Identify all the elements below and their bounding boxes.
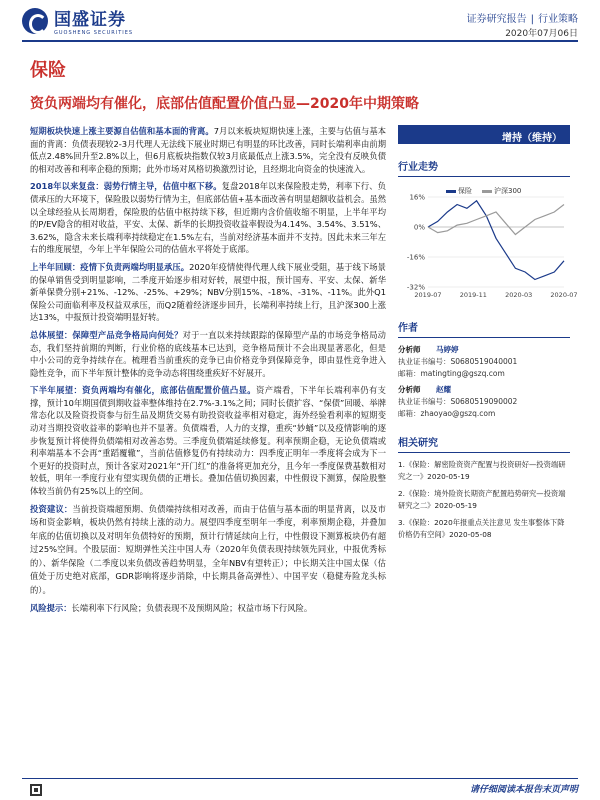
cert-number: S0680519040001 xyxy=(450,357,518,366)
footer-divider xyxy=(22,778,578,779)
authors-section-title: 作者 xyxy=(398,319,570,338)
summary-paragraph xyxy=(30,384,386,497)
x-tick-label: 2020-03 xyxy=(505,291,533,299)
report-header xyxy=(0,0,600,42)
paragraph-body: 7月以来板块短期快速上涨，主要与估值与基本面的背离：负债表现较2-3月代理人无法线下展业时期已有明显的环比改善，同时长端利率由前期低点2.48%回升至2.8%以上，但6月底板块指数仅较3月底最低点上涨3.5%，完全没有反映负债的相对改善和利率企稳的预期；此外市场对风格切换激烈讨论，且经期北向资金的快速流入。 xyxy=(30,126,387,174)
x-tick-label: 2019-11 xyxy=(459,291,487,299)
paragraph-lead: 下半年展望：资负两端均有催化，底部估值配置价值凸显。 xyxy=(30,385,256,396)
paragraph-lead: 上半年回顾：疫情下负责两端均明显承压。 xyxy=(30,261,190,272)
paragraph-body: 复盘2018年以来保险股走势，利率下行、负债承压的大环境下，保险股以弱势行情为主，但底部估值+基本面改善有明显超额收益机会。虽然以全球经验从长周期看，保险股的估值中枢持续下移，但近期内含价值收缩不明显，上半年平均的P/EV隐含的相对收益，平安、太保、新华的长期投资收益率假设为4.14%、3.54%、3.51%、3.62%，隐含未来长端利率持续稳定在1.5%左右，当前对经济基本面并不支持。因此未来三年左右的维度展望，今年上半年保险公司的估值水平将处于底部。 xyxy=(30,181,386,255)
cert-number: S0680519090002 xyxy=(450,397,518,406)
sector-label: 保险 xyxy=(30,60,66,81)
paragraph-body: 资产端看，下半年长端利率仍有支撑，预计10年期国债到期收益率整体维持在2.7%-3.1%之间；同时长债扩容、“保债”回暖、举牌常态化以及险资投资参与衍生品及期货交易有助投资收益率相对稳定，海外经验看利率的短期变动对当期投资收益率的影响也并不显著。负债端看，人力的支撑，重疾“妙蛹”以及疫情影响的逐步恢复预计将使得负债端相对改善态势。三季度负债端延续修复。利率预期企稳，无论负债端或利率端基本不会再“重蹈覆辙”，当前估值修复仍有持续动力：四季度正明年一季度将会成为下一个更好的投资时点，预计各家对2021年“开门红”的准备将更加充分，且今年一季度保费基数相对较低，明年一季度行业有望实现负债的正增长。叠加估值切换因素，中性假设下测算，保险股整体较当前仍有25%以上的空间。 xyxy=(30,385,386,497)
related-research-list xyxy=(398,459,570,540)
related-section-title: 相关研究 xyxy=(398,434,570,453)
paragraph-lead: 短期板块快速上涨主要源自估值和基本面的背离。 xyxy=(30,126,214,136)
y-tick-label: -16% xyxy=(406,253,425,262)
brand-name: 国盛证券 xyxy=(54,10,126,30)
legend-label: 保险 xyxy=(458,187,472,195)
cert-label: 执业证书编号： xyxy=(398,357,451,366)
paragraph-body: 长端利率下行风险；负债表现不及预期风险；权益市场下行风险。 xyxy=(71,603,313,614)
x-tick-label: 2019-07 xyxy=(414,291,442,299)
y-tick-label: -32% xyxy=(406,283,425,292)
paragraph-lead: 投资建议： xyxy=(30,503,73,514)
chart-legend xyxy=(446,186,521,196)
summary-paragraph xyxy=(30,602,386,616)
chart-section-title: 行业走势 xyxy=(398,158,570,177)
legend-item xyxy=(482,186,521,196)
summary-paragraph xyxy=(30,503,386,598)
analyst-block xyxy=(398,344,570,420)
analyst-role: 分析师 xyxy=(398,385,421,394)
related-research-item[interactable]: 1.《保险：解密险资资产配置与投资研好—投资端研究之一》2020-05-19 xyxy=(398,460,566,481)
legend-label: 沪深300 xyxy=(494,187,522,195)
legend-swatch xyxy=(482,190,492,193)
analyst-email-link[interactable]: zhaoyao@gszq.com xyxy=(420,409,496,418)
analyst-name: 马婷婷 xyxy=(436,345,459,354)
related-research-item[interactable]: 2.《保险：境外险资长期资产配置趋势研究—投资端研究之二》2020-05-19 xyxy=(398,489,566,510)
report-title: 资负两端均有催化，底部估值配置价值凸显—2020年中期策略 xyxy=(30,96,419,112)
analyst-email-link[interactable]: matingting@gszq.com xyxy=(420,369,505,378)
chart-svg xyxy=(398,183,578,305)
paragraph-lead: 2018年以来复盘：弱势行情主导，估值中枢下移。 xyxy=(30,181,222,192)
summary-paragraph xyxy=(30,329,386,379)
header-divider xyxy=(22,40,578,42)
paragraph-body: 当前投资端超预期、负债端持续相对改善，而由于估值与基本面的明显背离，以及市场和资金影响，板块仍然有持续上涨的动力。展望四季度至明年一季度，利率预期企稳，并叠加年底的估值切换以及对明年负债特好的预期，预计行情延续向上行，中性假设下测算板块仍有超过25%空间。个股层面：短期弹性关注中国人寿（2020年负债表现持续领先同业，中报优秀标的）、新华保险（二季度以来负债改善趋势明显，全年NBV有望转正）；中长期关注中国太保（估值处于历史绝对底部，GDR影响将逐步消除，中长期具备高弹性）、中国平安（稳健寿险龙头标的）。 xyxy=(30,503,386,595)
legend-item xyxy=(446,186,472,196)
report-date: 2020年07月06日 xyxy=(505,29,578,39)
email-label: 邮箱： xyxy=(398,369,421,378)
industry-trend-chart xyxy=(398,183,578,305)
cert-label: 执业证书编号： xyxy=(398,397,451,406)
summary-column xyxy=(30,125,386,621)
series-line xyxy=(428,205,564,235)
sidebar xyxy=(398,125,578,546)
summary-paragraph xyxy=(30,180,386,256)
summary-paragraph xyxy=(30,261,386,324)
summary-paragraph xyxy=(30,125,386,175)
footer-disclaimer: 请仔细阅读本报告末页声明 xyxy=(469,785,578,795)
paragraph-body: 对于一直以来持续跟踪的保障型产品的市场竞争格局动态，我们坚持前期的判断，行业价格的底线基本已达到，竞争格局预计不会出现显著恶化，但是中小公司的竞争持续存在。梳理看当前重疾的竞争已由价格竞争到保障竞争，即由显性竞争进入隐性竞争，而下半年预计整体的竞争动态将围绕重疾好不好展开。 xyxy=(30,329,386,378)
related-research-item[interactable]: 3.《保险：2020年报重点关注意见 发生事整体下降价格仍有空间》2020-05-08 xyxy=(398,518,565,539)
paragraph-lead: 风险提示： xyxy=(30,603,72,614)
paragraph-body: 2020年疫情使得代理人线下展业受阻，基于线下场景的保单销售受到明显影响，二季度开始逐步相对好转，展望中报，预计国寿、平安、太保、新华新单保费分别+21%、-12%、-25%、+29%；NBV分别15%、-18%、-31%、-11%。此外Q1保险公司面临利率及权益双承压，而Q2随着经济逐步回升，长端利率持续上行，且沪深300上涨达13%，中报预计投资端明显好转。 xyxy=(30,261,386,323)
brand-logo-icon xyxy=(22,8,48,34)
brand-name-en: GUOSHENG SECURITIES xyxy=(54,30,134,36)
rating-badge: 增持（维持） xyxy=(398,125,570,144)
report-type: 证券研究报告 xyxy=(466,14,527,25)
report-type-line xyxy=(467,10,578,25)
y-tick-label: 0% xyxy=(413,223,425,232)
paragraph-lead: 总体展望：保障型产品竞争格局向何处？ xyxy=(30,329,183,340)
analyst-name: 赵耀 xyxy=(436,385,451,394)
separator: | xyxy=(530,14,534,25)
email-label: 邮箱： xyxy=(398,409,421,418)
brand-logo xyxy=(22,5,133,36)
y-tick-label: 16% xyxy=(409,193,425,202)
legend-swatch xyxy=(446,190,456,193)
x-tick-label: 2020-07 xyxy=(550,291,578,299)
qr-code-icon xyxy=(30,784,42,796)
report-category: 行业策略 xyxy=(538,14,578,25)
analyst-role: 分析师 xyxy=(398,345,421,354)
